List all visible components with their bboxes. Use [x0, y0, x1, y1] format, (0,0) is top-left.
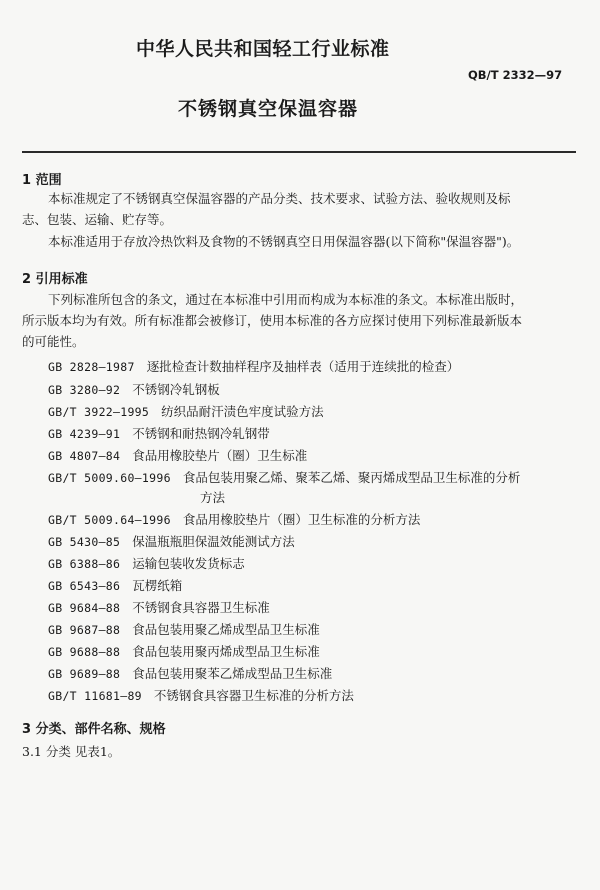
reference-item: GB 6543—86 瓦楞纸箱 [48, 578, 183, 593]
reference-item: GB 3280—92 不锈钢冷轧钢板 [48, 382, 220, 397]
document-title: 不锈钢真空保温容器 [178, 98, 359, 120]
reference-item: GB 4239—91 不锈钢和耐热钢冷轧钢带 [48, 426, 270, 441]
reference-item: GB 9689—88 食品包装用聚苯乙烯成型品卫生标准 [48, 666, 333, 681]
section-1-paragraph-2: 本标准适用于存放冷热饮料及食物的不锈钢真空日用保温容器(以下简称"保温容器")。 [48, 234, 520, 249]
subsection-3-1: 3.1 分类 见表1。 [22, 744, 121, 759]
reference-item: GB/T 11681—89 不锈钢食具容器卫生标准的分析方法 [48, 688, 354, 703]
reference-item: GB 2828—1987 逐批检查计数抽样程序及抽样表（适用于连续批的检查） [48, 359, 460, 374]
section-2-paragraph-line-1: 下列标准所包含的条文，通过在本标准中引用而构成为本标准的条文。本标准出版时， [48, 292, 524, 307]
reference-item: GB 9688—88 食品包装用聚丙烯成型品卫生标准 [48, 644, 320, 659]
reference-item: GB 9687—88 食品包装用聚乙烯成型品卫生标准 [48, 622, 320, 637]
reference-item: GB 6388—86 运输包装收发货标志 [48, 556, 245, 571]
reference-item: GB 5430—85 保温瓶瓶胆保温效能测试方法 [48, 534, 295, 549]
standard-header-title: 中华人民共和国轻工行业标准 [136, 38, 390, 60]
standard-code: QB/T 2332—97 [468, 68, 563, 82]
section-1-paragraph-1-line-1: 本标准规定了不锈钢真空保温容器的产品分类、技术要求、试验方法、验收规则及标 [48, 191, 511, 206]
section-2-heading: 2 引用标准 [22, 272, 88, 287]
section-2-paragraph-line-3: 的可能性。 [22, 334, 85, 349]
reference-item: GB/T 5009.64—1996 食品用橡胶垫片（圈）卫生标准的分析方法 [48, 512, 421, 527]
header-divider [22, 151, 576, 153]
reference-item: GB 9684—88 不锈钢食具容器卫生标准 [48, 600, 270, 615]
reference-item: GB/T 3922—1995 纺织品耐汗渍色牢度试验方法 [48, 404, 324, 419]
section-1-heading: 1 范围 [22, 173, 62, 188]
section-1-paragraph-1-line-2: 志、包装、运输、贮存等。 [22, 212, 173, 227]
section-2-paragraph-line-2: 所示版本均为有效。所有标准都会被修订，使用本标准的各方应探讨使用下列标准最新版本 [22, 313, 523, 328]
section-3-heading: 3 分类、部件名称、规格 [22, 722, 166, 737]
reference-item: GB/T 5009.60—1996 食品包装用聚乙烯、聚苯乙烯、聚丙烯成型品卫生标准的分析 [48, 470, 521, 485]
reference-item: GB 4807—84 食品用橡胶垫片（圈）卫生标准 [48, 448, 308, 463]
reference-item-continuation: 方法 [200, 490, 226, 505]
